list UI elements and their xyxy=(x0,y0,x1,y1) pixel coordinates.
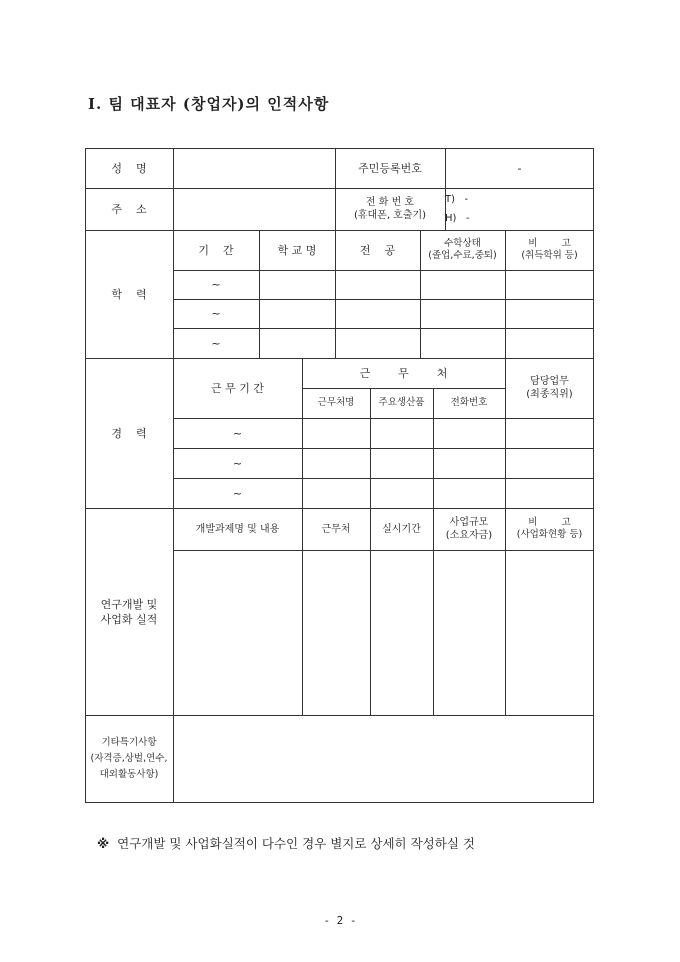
career-subheader-company: 근무처명 xyxy=(317,397,355,408)
address-label: 주 소 xyxy=(111,202,147,216)
edu-header-note: 비 고 (취득학위 등) xyxy=(521,238,578,261)
name-label: 성 명 xyxy=(111,161,147,175)
career-row-period[interactable]: ~ xyxy=(232,426,243,440)
career-subheader-phone: 전화번호 xyxy=(450,397,488,408)
phone-label: 전 화 번 호 (휴대폰, 호출기) xyxy=(353,197,427,221)
note-mark: ※ xyxy=(97,836,110,851)
edu-row-period[interactable]: ~ xyxy=(211,278,221,291)
phone-h-field[interactable]: H) - xyxy=(445,213,470,224)
edu-row-period[interactable]: ~ xyxy=(211,307,221,320)
rnd-header-note: 비 고 (사업화현황 등) xyxy=(516,517,583,540)
rrn-field[interactable]: - xyxy=(517,161,522,175)
rnd-header-project: 개발과제명 및 내용 xyxy=(195,523,280,535)
career-label: 경 력 xyxy=(111,426,147,440)
footer-note xyxy=(97,834,475,852)
rnd-header-period: 실시기간 xyxy=(382,523,421,535)
career-row-period[interactable]: ~ xyxy=(232,456,243,470)
name-field[interactable] xyxy=(173,148,335,188)
address-field[interactable] xyxy=(173,188,335,230)
rrn-label: 주민등록번호 xyxy=(358,161,422,175)
career-header-duty: 담당업무 (최종직위) xyxy=(526,376,573,400)
phone-t-field[interactable]: T) - xyxy=(445,194,469,205)
edu-header-school: 학 교 명 xyxy=(277,243,317,257)
page-title: Ⅰ. 팀 대표자 (창업자)의 인적사항 xyxy=(88,95,330,113)
career-subheader-product: 주요생산품 xyxy=(378,397,425,408)
education-label: 학 력 xyxy=(111,287,147,301)
edu-row-period[interactable]: ~ xyxy=(211,336,221,350)
career-header-workplace: 근 무 처 xyxy=(359,366,448,380)
rnd-label: 연구개발 및 사업화 실적 xyxy=(100,597,158,626)
edu-header-major: 전 공 xyxy=(359,243,396,257)
edu-header-period: 기 간 xyxy=(198,243,234,257)
other-label: 기타특기사항 (자격증,상벌,연수, 대외활동사항) xyxy=(90,737,168,780)
applicant-info-table xyxy=(85,148,594,803)
note-text: 연구개발 및 사업화실적이 다수인 경우 별지로 상세히 작성하실 것 xyxy=(117,836,475,851)
career-header-period: 근 무 기 간 xyxy=(211,381,264,395)
edu-header-status: 수학상태 (졸업,수료,중퇴) xyxy=(428,238,497,261)
career-row-period[interactable]: ~ xyxy=(232,486,243,500)
rnd-header-workplace: 근무처 xyxy=(321,523,351,535)
rnd-header-scale: 사업규모 (소요자금) xyxy=(445,517,493,541)
page-number: - 2 - xyxy=(323,914,357,927)
other-field[interactable] xyxy=(173,715,594,803)
